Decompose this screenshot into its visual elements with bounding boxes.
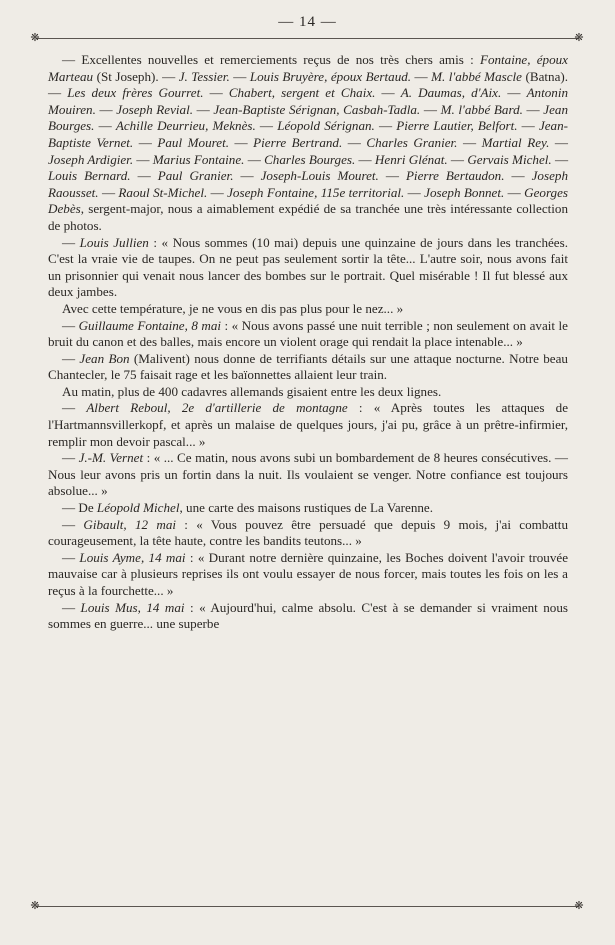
- text-run: —: [62, 599, 81, 615]
- italic-name: Louis Ayme, 14 mai: [79, 549, 186, 565]
- text-run: —: [133, 151, 153, 167]
- italic-name: Les deux frères Gourret.: [67, 85, 204, 101]
- italic-name: Paul Granier.: [157, 168, 234, 184]
- text-run: —: [133, 134, 158, 150]
- paragraph: [48, 384, 568, 401]
- italic-name: Gibault, 12 mai: [83, 516, 177, 532]
- italic-name: Joseph Fontaine, 115e territorial.: [227, 184, 405, 200]
- text-run: —: [94, 118, 116, 134]
- text-run: Au matin, plus de 400 cadavres allemands gisaient entre les deux lignes.: [62, 383, 442, 399]
- text-run: —: [244, 151, 265, 167]
- text-run: —: [62, 350, 80, 366]
- text-run: —: [62, 549, 80, 565]
- italic-name: Jean Bon: [79, 350, 130, 366]
- paragraph: [48, 52, 568, 235]
- italic-name: J. Tessier.: [178, 68, 230, 84]
- text-run: —: [62, 450, 79, 466]
- italic-name: Joseph-Louis Mouret.: [260, 168, 379, 184]
- text-run: — De: [62, 500, 97, 516]
- text-run: : « Durant notre dernière quinzaine, les Boches doivent l'avoir trouvée mauvaise car à plusieurs reprises ils ont voulu essayer de nous forcer, mais toutes les fois on les a reçus à la fourchette... »: [48, 549, 568, 598]
- italic-name: Joseph Bonnet.: [424, 184, 505, 200]
- italic-name: Achille Deurrieu, Meknès.: [115, 118, 256, 134]
- paragraph: [48, 351, 568, 384]
- body-text: [48, 52, 568, 633]
- text-run: —: [501, 85, 527, 101]
- italic-name: Louis Bernard.: [48, 168, 131, 184]
- text-run: —: [551, 151, 569, 167]
- text-run: —: [192, 101, 214, 117]
- italic-name: Jean-Baptiste Sérignan, Casbah-Tadla.: [213, 101, 421, 117]
- text-run: —: [342, 134, 367, 150]
- text-run: —: [228, 134, 254, 150]
- italic-name: Léopold Michel: [96, 500, 180, 516]
- italic-name: Charles Granier.: [366, 134, 458, 150]
- paragraph: [48, 301, 568, 318]
- italic-name: Pierre Bertaudon.: [405, 168, 505, 184]
- italic-name: Pierre Bertrand.: [253, 134, 343, 150]
- italic-name: Louis Mus, 14 mai: [80, 599, 185, 615]
- text-run: —: [355, 151, 375, 167]
- text-run: —: [207, 184, 228, 200]
- bottom-rule: [36, 906, 579, 907]
- text-run: —: [504, 184, 525, 200]
- paragraph: [48, 450, 568, 500]
- text-run: —: [62, 516, 84, 532]
- italic-name: Joseph Ardigier.: [48, 151, 134, 167]
- italic-name: Joseph Revial.: [116, 101, 193, 117]
- text-run: —: [457, 134, 482, 150]
- text-run: —: [375, 85, 401, 101]
- paragraph: [48, 318, 568, 351]
- italic-name: Charles Bourges.: [264, 151, 356, 167]
- text-run: —: [504, 168, 532, 184]
- italic-name: Chabert, sergent et Chaix.: [228, 85, 376, 101]
- text-run: —: [62, 234, 80, 250]
- text-run: : « Après toutes les attaques de l'Hartmannsvillerkopf, et après un malaise de quelques jours, j'ai pu, grâce à un prêtre-infirmier, remplir mon devoir pascal... »: [48, 400, 568, 449]
- text-run: : « Nous sommes (10 mai) depuis une quinzaine de jours dans les tranchées. C'est la vraie vie de taupes. On ne peut pas seulement sortir la tête... L'autre soir, nous avons fait un prisonnier qui venait nous lancer des bombes sur le portrait. Quel misérable ! Il fut blessé aux deux jambes.: [48, 234, 568, 300]
- text-run: (Malivent) nous donne de terrifiants détails sur une attaque nocturne. Notre beau Chantecler, le 75 faisait rage et les baïonnettes allaient leur train.: [48, 350, 568, 383]
- paragraph: [48, 400, 568, 450]
- italic-name: Guillaume Fontaine, 8 mai: [78, 317, 222, 333]
- ornament-icon: ❋: [30, 900, 40, 912]
- italic-name: Marius Fontaine.: [152, 151, 245, 167]
- italic-name: Pierre Lautier, Belfort.: [396, 118, 518, 134]
- text-run: : « Aujourd'hui, calme absolu. C'est à se demander si vraiment nous sommes en guerre... une superbe: [48, 599, 569, 632]
- italic-name: Gervais Michel.: [467, 151, 552, 167]
- paragraph: [48, 600, 568, 633]
- italic-name: Jean Bourges.: [48, 101, 568, 134]
- italic-name: Léopold Sérignan.: [277, 118, 375, 134]
- text-run: —: [374, 118, 397, 134]
- text-run: —: [447, 151, 468, 167]
- italic-name: Joseph Raousset.: [48, 168, 568, 200]
- ornament-icon: ❋: [574, 900, 584, 912]
- text-run: —: [255, 118, 278, 134]
- text-run: —: [420, 101, 441, 117]
- text-run: —: [229, 68, 250, 84]
- text-run: —: [411, 68, 432, 84]
- text-run: —: [130, 168, 158, 184]
- text-run: (Batna). —: [48, 68, 569, 101]
- text-run: —: [62, 317, 79, 333]
- text-run: : « Vous pouvez être persuadé que depuis 9 mois, j'ai combattu courageusement, la tête haute, contre les bandits teutons... »: [48, 516, 568, 549]
- italic-name: Louis Jullien: [79, 234, 149, 250]
- italic-name: Martial Rey.: [481, 134, 550, 150]
- paragraph: [48, 500, 568, 517]
- text-run: : « Nous avons passé une nuit terrible ; non seulement on avait le bruit du canon et des balles, mais encore un violent orage qui rendait la place intenable... »: [48, 317, 568, 350]
- paragraph: [48, 235, 568, 301]
- text-run: —: [203, 85, 229, 101]
- italic-name: Fontaine, époux Marteau: [48, 52, 568, 84]
- text-run: —: [98, 184, 119, 200]
- top-rule: [36, 38, 579, 39]
- text-run: —: [517, 118, 539, 134]
- italic-name: Jean-Baptiste Vernet.: [48, 118, 569, 150]
- text-run: — Excellentes nouvelles et remerciements reçus de nos très chers amis :: [62, 52, 480, 67]
- page-number: — 14 —: [278, 14, 337, 30]
- paragraph: [48, 550, 568, 600]
- ornament-icon: ❋: [30, 32, 40, 44]
- italic-name: Antonin Mouiren.: [48, 85, 569, 117]
- italic-name: Georges Debès: [48, 184, 569, 217]
- italic-name: A. Daumas, d'Aix.: [400, 85, 502, 101]
- italic-name: Paul Mouret.: [157, 134, 229, 150]
- italic-name: M. l'abbé Mascle: [431, 68, 522, 84]
- text-run: —: [404, 184, 425, 200]
- italic-name: M. l'abbé Bard.: [440, 101, 523, 117]
- text-run: —: [95, 101, 117, 117]
- italic-name: Henri Glénat.: [374, 151, 448, 167]
- text-run: —: [549, 134, 569, 150]
- text-run: , une carte des maisons rustiques de La Varenne.: [179, 500, 434, 516]
- ornament-icon: ❋: [574, 32, 584, 44]
- text-run: —: [62, 400, 87, 416]
- text-run: —: [522, 101, 544, 117]
- text-run: Avec cette température, je ne vous en dis pas plus pour le nez... »: [62, 300, 404, 316]
- text-run: , sergent-major, nous a aimablement expédié de sa tranchée une très intéressante collection de photos.: [48, 201, 568, 233]
- paragraph: [48, 517, 568, 550]
- italic-name: Louis Bruyère, époux Bertaud.: [249, 68, 412, 84]
- italic-name: Albert Reboul, 2e d'artillerie de montagne: [86, 400, 348, 416]
- text-run: —: [378, 168, 406, 184]
- italic-name: Raoul St-Michel.: [118, 184, 208, 200]
- text-run: (St Joseph). —: [93, 68, 179, 84]
- text-run: —: [233, 168, 261, 184]
- italic-name: J.-M. Vernet: [78, 450, 144, 466]
- text-run: : « ... Ce matin, nous avons subi un bombardement de 8 heures consécutives. — Nous leur avons pris un fortin dans la nuit. Ils voulaient se venger. Notre confiance est toujours absolue... »: [48, 450, 568, 499]
